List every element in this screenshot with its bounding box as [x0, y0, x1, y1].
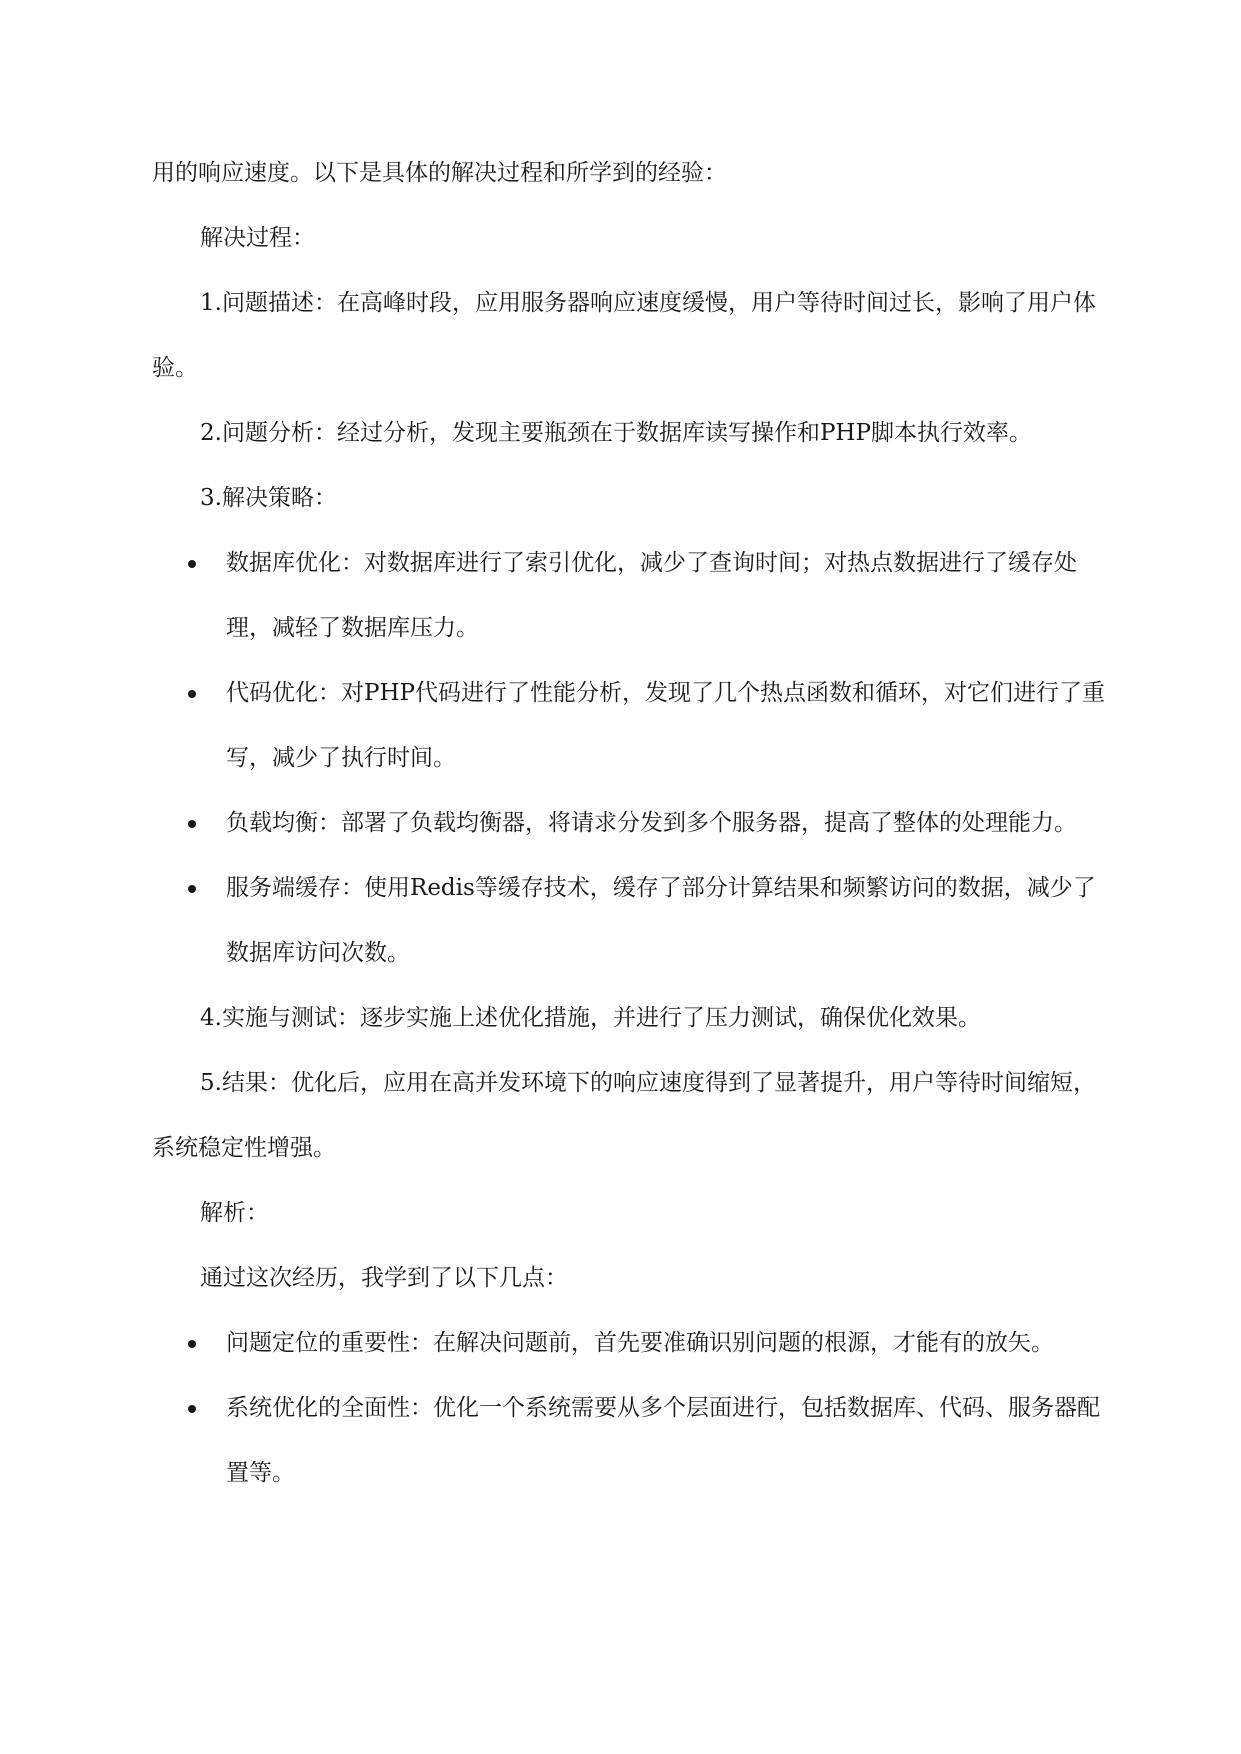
document-body — [152, 141, 1112, 1506]
strategy-item-load-balancing — [152, 791, 1112, 856]
bullet-dot-icon — [188, 1340, 196, 1348]
learned-paragraph: 通过这次经历，我学到了以下几点： — [200, 1265, 568, 1291]
lesson-item-problem-locating — [152, 1311, 1112, 1376]
lesson-text: 问题定位的重要性：在解决问题前，首先要准确识别问题的根源，才能有的放矢。 — [226, 1330, 1054, 1356]
strategy-item-database — [152, 531, 1112, 661]
bullet-dot-icon — [188, 885, 196, 893]
intro-paragraph-tail: 用的响应速度。以下是具体的解决过程和所学到的经验： — [152, 160, 727, 186]
bullet-dot-icon — [188, 820, 196, 828]
strategy-item-server-cache — [152, 856, 1112, 986]
lessons-list — [152, 1311, 1112, 1506]
bullet-dot-icon — [188, 1405, 196, 1413]
bullet-dot-icon — [188, 690, 196, 698]
bullet-dot-icon — [188, 560, 196, 568]
strategy-text: 代码优化：对PHP代码进行了性能分析，发现了几个热点函数和循环，对它们进行了重写，减少了执行时间。 — [226, 680, 1106, 771]
step-3-paragraph: 3.解决策略： — [200, 485, 337, 511]
step-2-paragraph: 2.问题分析：经过分析，发现主要瓶颈在于数据库读写操作和PHP脚本执行效率。 — [200, 420, 1032, 446]
step-1-paragraph: 1.问题描述：在高峰时段，应用服务器响应速度缓慢，用户等待时间过长，影响了用户体验。 — [152, 290, 1096, 381]
step-4-paragraph: 4.实施与测试：逐步实施上述优化措施，并进行了压力测试，确保优化效果。 — [200, 1005, 981, 1031]
step-5-paragraph: 5.结果：优化后，应用在高并发环境下的响应速度得到了显著提升，用户等待时间缩短，系统稳定性增强。 — [152, 1070, 1096, 1161]
analysis-heading: 解析： — [200, 1200, 269, 1226]
lesson-text: 系统优化的全面性：优化一个系统需要从多个层面进行，包括数据库、代码、服务器配置等。 — [226, 1395, 1100, 1486]
strategy-text: 数据库优化：对数据库进行了索引优化，减少了查询时间；对热点数据进行了缓存处理，减轻了数据库压力。 — [226, 550, 1077, 641]
strategy-item-code — [152, 661, 1112, 791]
strategy-text: 服务端缓存：使用Redis等缓存技术，缓存了部分计算结果和频繁访问的数据，减少了数据库访问次数。 — [226, 875, 1096, 966]
process-heading: 解决过程： — [200, 225, 315, 251]
strategy-list — [152, 531, 1112, 986]
lesson-item-system-optimization — [152, 1376, 1112, 1506]
strategy-text: 负载均衡：部署了负载均衡器，将请求分发到多个服务器，提高了整体的处理能力。 — [226, 810, 1077, 836]
